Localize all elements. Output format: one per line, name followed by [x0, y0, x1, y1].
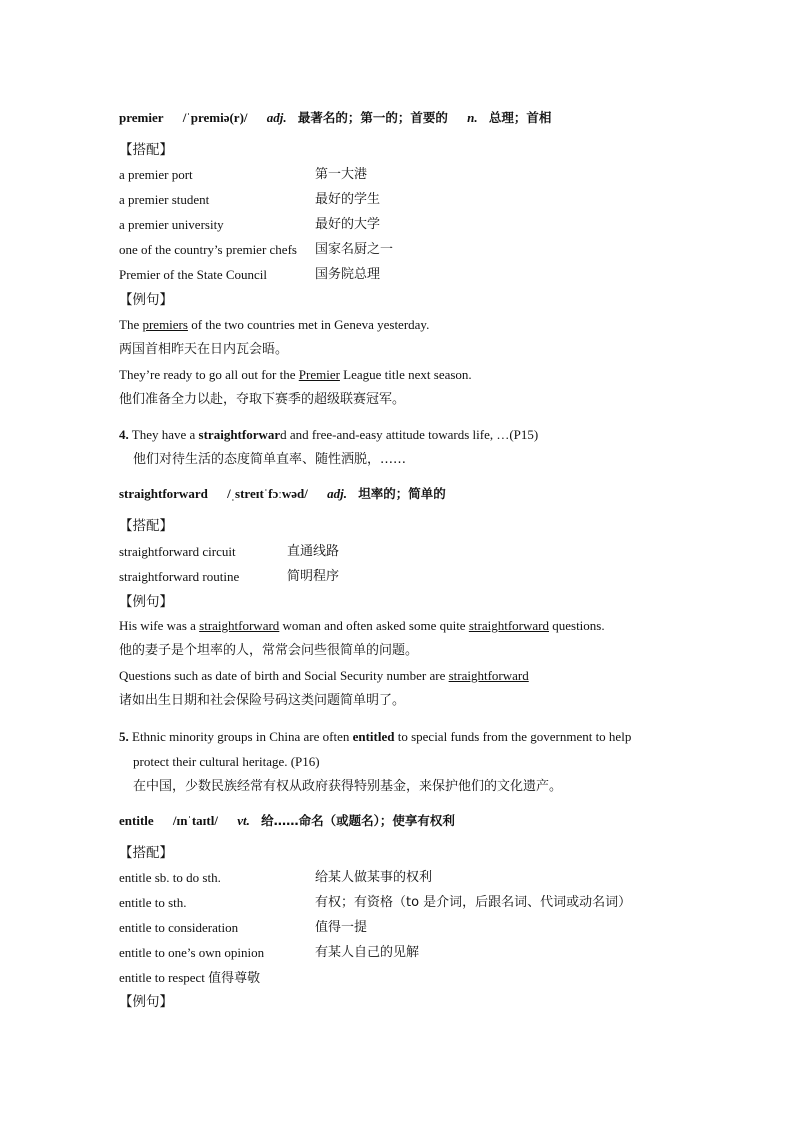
- collocation-en: entitle to one’s own opinion: [119, 945, 265, 960]
- source-sentence-line-2: protect their cultural heritage. (P16): [133, 754, 320, 769]
- keyword-underlined: straightforward: [468, 618, 549, 633]
- collocation-cn: 简明程序: [287, 569, 340, 584]
- example-sentence: Questions such as date of birth and Social Security number are straightforward: [119, 668, 529, 683]
- example-label: 【例句】: [119, 994, 173, 1010]
- source-sentence-translation: 他们对待生活的态度简单直率、随性洒脱，……: [133, 452, 407, 467]
- meaning: 给……命名（或题名）；使享有权利: [261, 813, 455, 828]
- phonetic: /ɪnˈtaɪtl/: [172, 813, 218, 828]
- collocation-cn: 直通线路: [287, 544, 340, 559]
- collocation-en: entitle to respect: [119, 970, 205, 985]
- headword: entitle: [119, 813, 154, 828]
- collocation-label: 【搭配】: [119, 142, 173, 158]
- collocation-cn: 有某人自己的见解: [315, 945, 420, 960]
- example-translation: 两国首相昨天在日内瓦会晤。: [119, 342, 289, 357]
- headword: straightforward: [119, 486, 208, 501]
- example-sentence: The premiers of the two countries met in Geneva yesterday.: [119, 317, 430, 332]
- example-translation: 诸如出生日期和社会保险号码这类问题简单明了。: [119, 693, 406, 708]
- collocation-label: 【搭配】: [119, 845, 173, 861]
- collocation-en: entitle to sth.: [119, 895, 187, 910]
- phonetic: /ˌstreɪtˈfɔːwəd/: [227, 486, 308, 501]
- entry-heading-straightforward: [119, 485, 446, 503]
- keyword-underlined: straightforward: [448, 668, 529, 683]
- collocation-inline: [119, 969, 260, 988]
- collocation-en: a premier university: [119, 217, 224, 232]
- source-sentence-translation: 在中国，少数民族经常有权从政府获得特别基金，来保护他们的文化遗产。: [133, 779, 563, 794]
- collocation-cn: 值得一提: [315, 920, 368, 935]
- collocation-en: straightforward routine: [119, 569, 240, 584]
- example-translation: 他们准备全力以赴，夺取下赛季的超级联赛冠军。: [119, 392, 406, 407]
- meaning: 坦率的；简单的: [358, 486, 446, 501]
- source-sentence: 4. They have a straightforward and free-and-easy attitude towards life, …(P15): [119, 427, 539, 442]
- collocation-cn: 给某人做某事的权利: [315, 870, 433, 885]
- entry-heading-entitle: [119, 812, 455, 830]
- collocation-en: entitle sb. to do sth.: [119, 870, 221, 885]
- meaning: 最著名的；第一的；首要的: [297, 110, 448, 125]
- part-of-speech: vt.: [237, 813, 250, 828]
- collocation-en: straightforward circuit: [119, 544, 236, 559]
- part-of-speech: adj.: [327, 486, 347, 501]
- source-sentence: 5. Ethnic minority groups in China are often entitled to special funds from the government to help: [119, 729, 632, 744]
- collocation-en: Premier of the State Council: [119, 267, 268, 282]
- collocation-cn: 最好的大学: [315, 217, 381, 232]
- headword: premier: [119, 110, 164, 125]
- collocation-cn: 国务院总理: [315, 267, 381, 282]
- collocation-cn: 最好的学生: [315, 192, 381, 207]
- collocation-en: one of the country’s premier chefs: [119, 242, 297, 257]
- example-sentence: His wife was a straightforward woman and often asked some quite straightforward questions.: [119, 618, 605, 633]
- example-translation: 他的妻子是个坦率的人，常常会问些很简单的问题。: [119, 643, 419, 658]
- collocation-en: a premier port: [119, 167, 193, 182]
- keyword-underlined: Premier: [298, 367, 340, 382]
- example-label: 【例句】: [119, 292, 173, 308]
- phonetic: /ˈpremiə(r)/: [182, 110, 248, 125]
- keyword-underlined: premiers: [142, 317, 188, 332]
- example-sentence: They’re ready to go all out for the Premier League title next season.: [119, 367, 472, 382]
- collocation-cn: 有权；有资格（to 是介词，后跟名词、代词或动名词）: [315, 895, 632, 910]
- part-of-speech: adj.: [266, 110, 287, 125]
- collocation-label: 【搭配】: [119, 518, 173, 534]
- collocation-cn: 国家名厨之一: [315, 242, 394, 257]
- collocation-cn: 值得尊敬: [208, 971, 261, 986]
- collocation-en: entitle to consideration: [119, 920, 239, 935]
- collocation-cn: 第一大港: [315, 167, 368, 182]
- collocation-en: a premier student: [119, 192, 210, 207]
- part-of-speech-2: n.: [467, 110, 478, 125]
- entry-heading-premier: [119, 109, 551, 127]
- meaning-2: 总理；首相: [488, 110, 552, 125]
- keyword-underlined: straightforward: [199, 618, 280, 633]
- example-label: 【例句】: [119, 594, 173, 610]
